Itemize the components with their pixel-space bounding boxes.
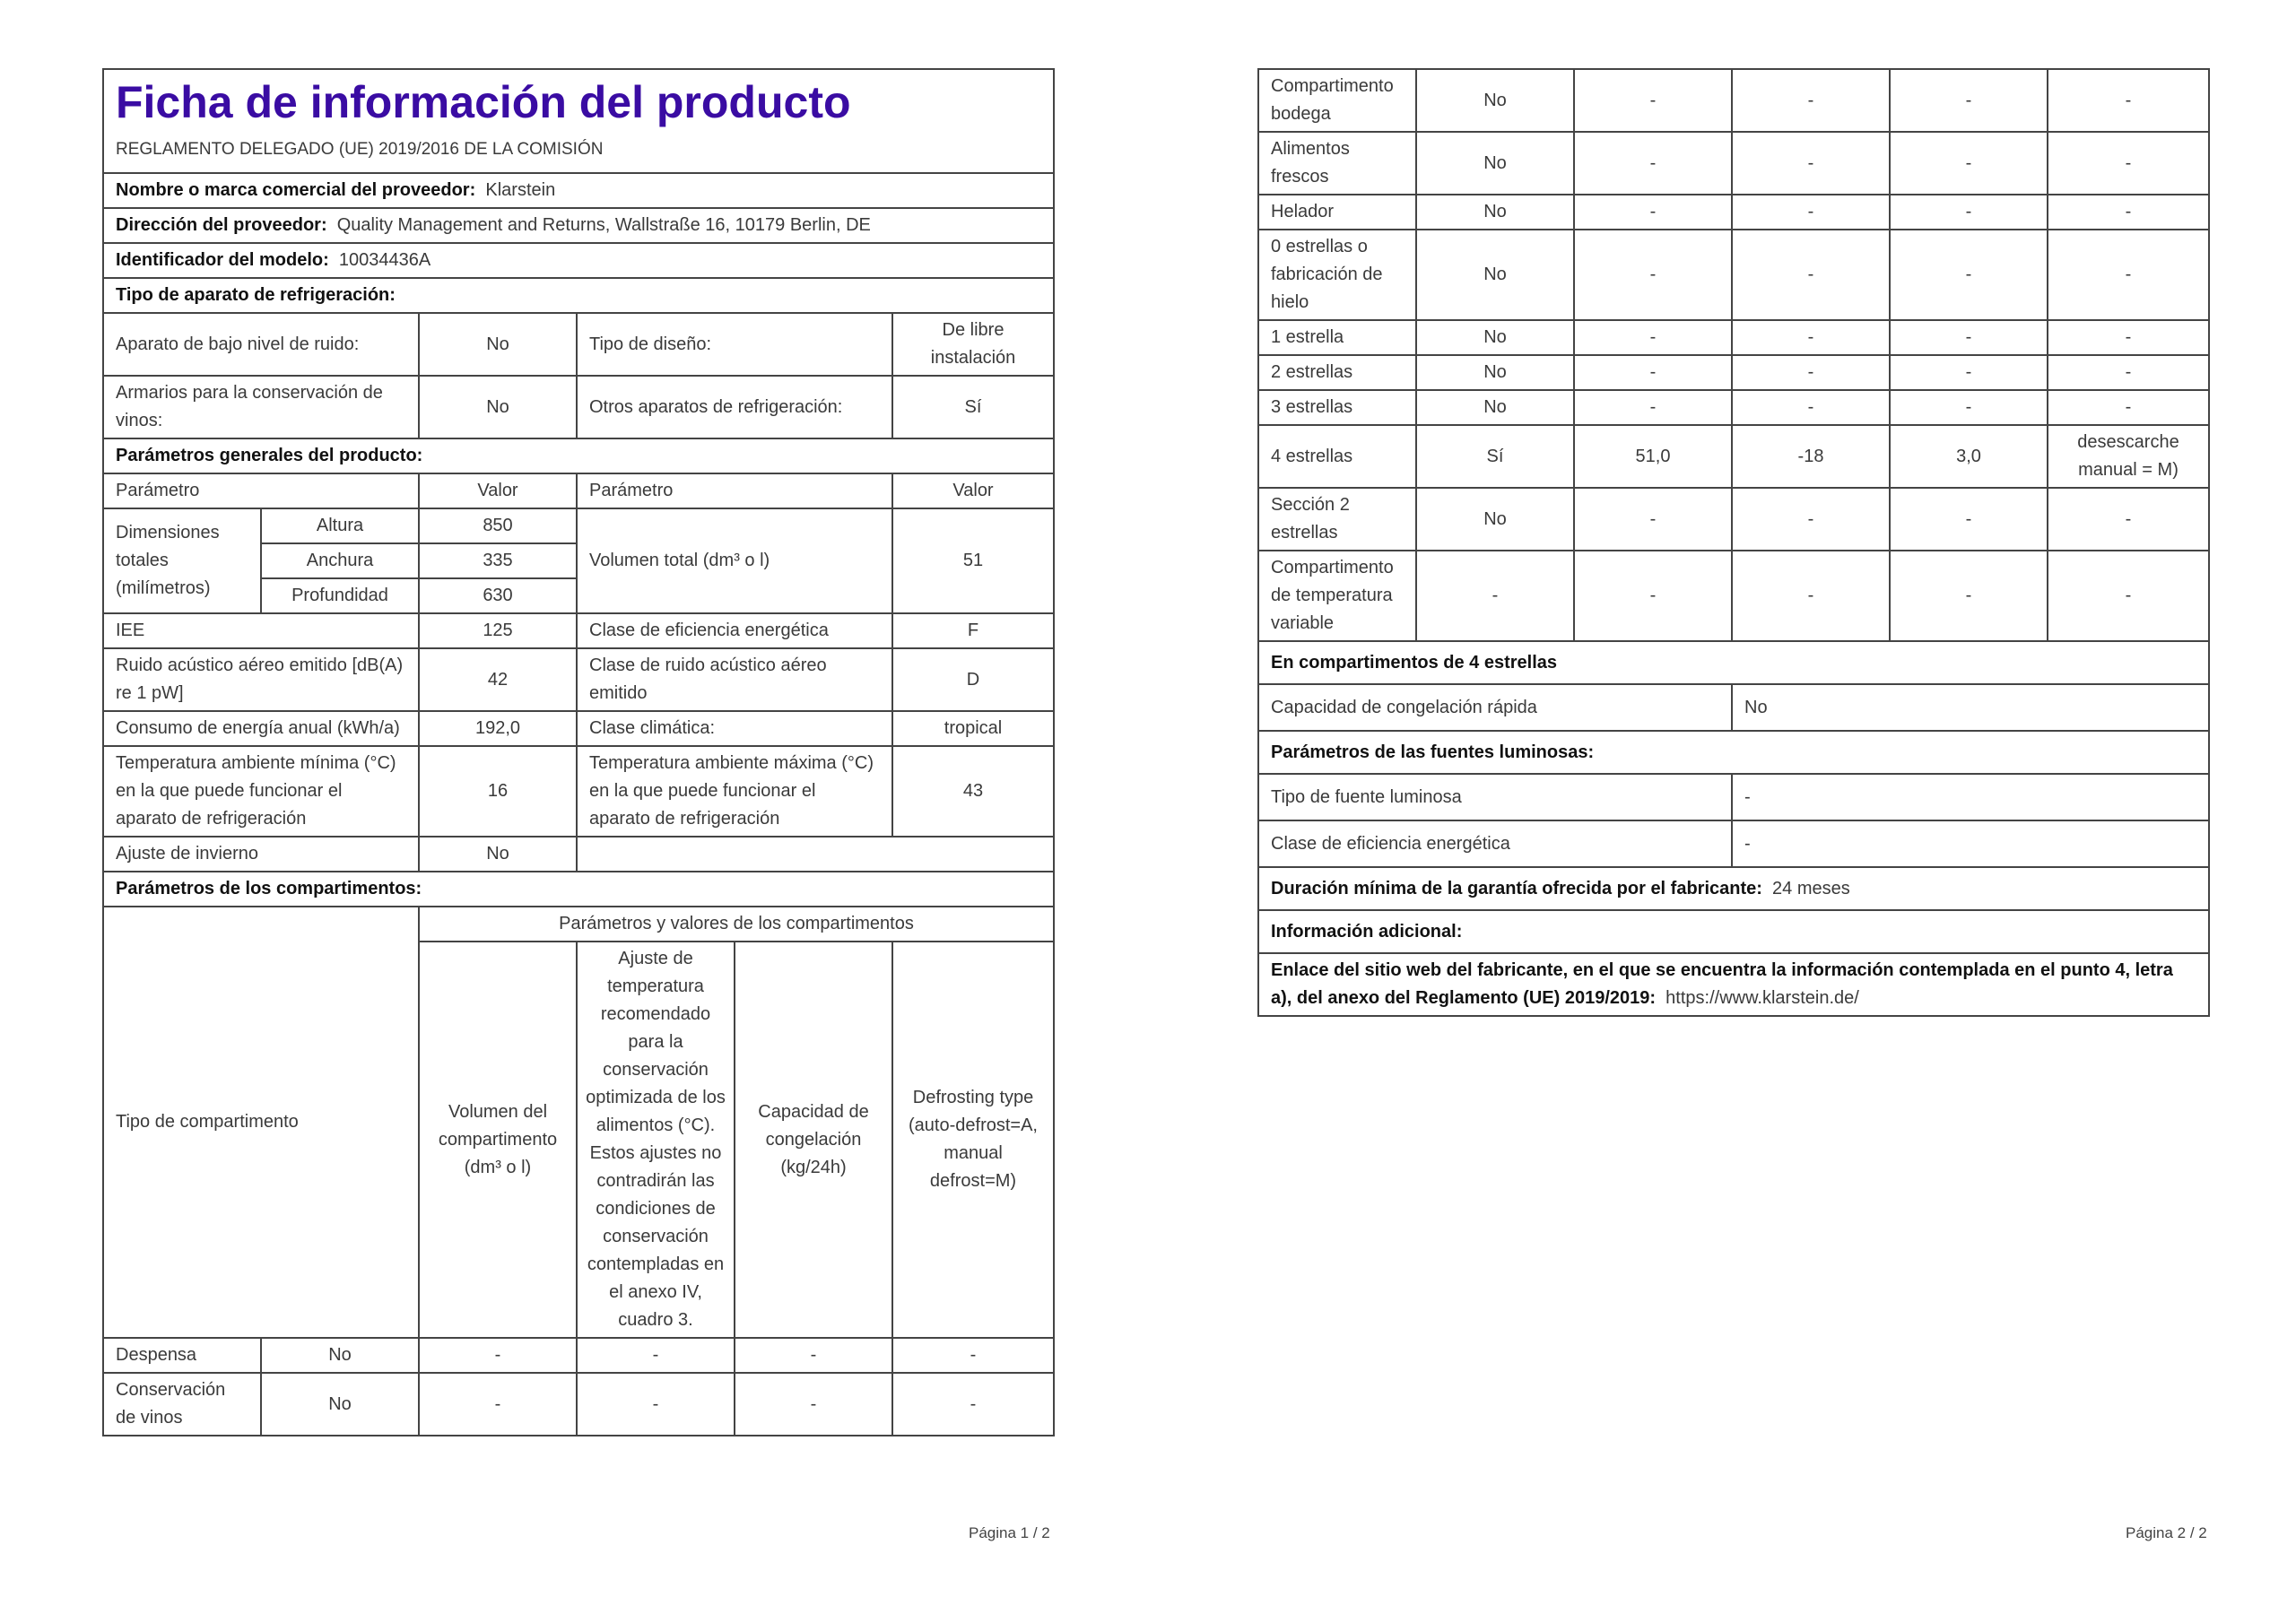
compartment-defrost: - (2048, 195, 2209, 230)
warranty-row (1258, 867, 2209, 910)
compartment-freeze: - (1890, 488, 2048, 551)
compartment-name: Alimentos frescos (1258, 132, 1416, 195)
value-header-left: Valor (419, 473, 577, 508)
table-row (1258, 230, 2209, 320)
empty-cell (577, 837, 1054, 872)
warranty-value: 24 meses (1772, 878, 1850, 898)
model-label: Identificador del modelo: (116, 250, 329, 270)
compartment-present: No (1416, 390, 1574, 425)
compartment-defrost: - (2048, 132, 2209, 195)
model-row (103, 243, 1054, 278)
iee-value: 125 (419, 613, 577, 648)
col-volume-header: Volumen del compartimento (dm³ o l) (419, 942, 577, 1338)
wine-cabinet-value: No (419, 376, 577, 438)
noise-class-value: D (892, 648, 1054, 711)
fast-freeze-label: Capacidad de congelación rápida (1258, 684, 1732, 731)
compartment-freeze: - (1890, 195, 2048, 230)
compartment-freeze: - (735, 1338, 892, 1373)
width-label: Anchura (261, 543, 419, 578)
winter-label: Ajuste de invierno (103, 837, 419, 872)
page-1 (102, 68, 1053, 1436)
header-cell (103, 69, 1054, 173)
supplier-value: Klarstein (485, 180, 556, 200)
noise-class-label: Clase de ruido acústico aéreo emitido (577, 648, 892, 711)
compartment-volume: - (1574, 355, 1732, 390)
table-row (1258, 551, 2209, 641)
compartment-name: Compartimento de temperatura variable (1258, 551, 1416, 641)
design-type-value: De libre instalación (892, 313, 1054, 376)
compartment-volume: - (419, 1338, 577, 1373)
compartment-present: No (1416, 488, 1574, 551)
light-class-value: - (1732, 820, 2209, 867)
four-star-heading: En compartimentos de 4 estrellas (1258, 641, 2209, 684)
website-label: Enlace del sitio web del fabricante, en el que se encuentra la información contemplada en el punto 4, letra a), del anexo del Reglamento (UE) 2019/2019: (1271, 960, 2173, 1008)
compartment-temp: -18 (1732, 425, 1890, 488)
compartment-type-header: Tipo de compartimento (103, 907, 419, 1338)
compartment-present: No (1416, 69, 1574, 132)
compartment-present: No (261, 1373, 419, 1436)
page-1-footer: Página 1 / 2 (969, 1524, 1050, 1541)
model-value: 10034436A (338, 250, 431, 270)
climate-class-label: Clase climática: (577, 711, 892, 746)
noise-label: Ruido acústico aéreo emitido [dB(A) re 1 pW] (103, 648, 419, 711)
compartment-present: - (1416, 551, 1574, 641)
compartment-name: Sección 2 estrellas (1258, 488, 1416, 551)
compartment-freeze: - (1890, 230, 2048, 320)
compartment-temp: - (1732, 320, 1890, 355)
compartment-defrost: - (2048, 488, 2209, 551)
address-row (103, 208, 1054, 243)
width-value: 335 (419, 543, 577, 578)
energy-class-value: F (892, 613, 1054, 648)
page-2 (1257, 68, 2208, 1017)
compartment-defrost: - (2048, 355, 2209, 390)
compartment-freeze: - (1890, 320, 2048, 355)
compartment-name: Compartimento bodega (1258, 69, 1416, 132)
param-header-left: Parámetro (103, 473, 419, 508)
compartment-present: No (1416, 320, 1574, 355)
supplier-label: Nombre o marca comercial del proveedor: (116, 180, 476, 200)
compartment-present: No (261, 1338, 419, 1373)
table-row (1258, 195, 2209, 230)
compartment-present: Sí (1416, 425, 1574, 488)
max-temp-value: 43 (892, 746, 1054, 837)
warranty-label: Duración mínima de la garantía ofrecida por el fabricante: (1271, 878, 1762, 898)
low-noise-label: Aparato de bajo nivel de ruido: (103, 313, 419, 376)
compartment-volume: 51,0 (1574, 425, 1732, 488)
compartments-heading: Parámetros de los compartimentos: (103, 872, 1054, 907)
compartment-temp: - (1732, 551, 1890, 641)
compartment-defrost: - (892, 1338, 1054, 1373)
compartment-defrost: - (2048, 390, 2209, 425)
col-temp-header: Ajuste de temperatura recomendado para la conservación optimizada de los alimentos (°C). Estos ajustes no contradirán las condiciones de conservación contempladas en el anexo IV, cuadro 3. (577, 942, 735, 1338)
compartment-name: Conservación de vinos (103, 1373, 261, 1436)
compartment-temp: - (1732, 488, 1890, 551)
height-value: 850 (419, 508, 577, 543)
design-type-label: Tipo de diseño: (577, 313, 892, 376)
min-temp-value: 16 (419, 746, 577, 837)
website-row (1258, 953, 2209, 1016)
height-label: Altura (261, 508, 419, 543)
fast-freeze-value: No (1732, 684, 2209, 731)
winter-value: No (419, 837, 577, 872)
annual-energy-value: 192,0 (419, 711, 577, 746)
dimensions-label: Dimensiones totales (milímetros) (103, 508, 261, 613)
table-row (1258, 488, 2209, 551)
compartment-name: 0 estrellas o fabricación de hielo (1258, 230, 1416, 320)
depth-label: Profundidad (261, 578, 419, 613)
iee-label: IEE (103, 613, 419, 648)
compartment-volume: - (1574, 195, 1732, 230)
compartment-name: 1 estrella (1258, 320, 1416, 355)
table-row (1258, 355, 2209, 390)
compartment-defrost: - (2048, 69, 2209, 132)
noise-value: 42 (419, 648, 577, 711)
compartment-defrost: - (2048, 230, 2209, 320)
compartment-name: 3 estrellas (1258, 390, 1416, 425)
table-row (1258, 390, 2209, 425)
compartment-volume: - (1574, 132, 1732, 195)
compartment-volume: - (1574, 230, 1732, 320)
wine-cabinet-label: Armarios para la conservación de vinos: (103, 376, 419, 438)
page-title: Ficha de información del producto (116, 77, 851, 127)
compartment-volume: - (419, 1373, 577, 1436)
compartment-freeze: - (1890, 551, 2048, 641)
compartment-volume: - (1574, 551, 1732, 641)
compartment-temp: - (1732, 132, 1890, 195)
compartment-freeze: 3,0 (1890, 425, 2048, 488)
regulation-text: REGLAMENTO DELEGADO (UE) 2019/2016 DE LA COMISIÓN (116, 140, 604, 159)
param-header-right: Parámetro (577, 473, 892, 508)
total-volume-label: Volumen total (dm³ o l) (577, 508, 892, 613)
compartment-present: No (1416, 230, 1574, 320)
value-header-right: Valor (892, 473, 1054, 508)
compartment-present: No (1416, 355, 1574, 390)
min-temp-label: Temperatura ambiente mínima (°C) en la que puede funcionar el aparato de refrigeración (103, 746, 419, 837)
light-class-label: Clase de eficiencia energética (1258, 820, 1732, 867)
page-2-footer: Página 2 / 2 (2126, 1524, 2207, 1541)
compartment-defrost: - (2048, 551, 2209, 641)
compartment-defrost: - (892, 1373, 1054, 1436)
climate-class-value: tropical (892, 711, 1054, 746)
compartment-freeze: - (1890, 69, 2048, 132)
max-temp-label: Temperatura ambiente máxima (°C) en la que puede funcionar el aparato de refrigeración (577, 746, 892, 837)
depth-value: 630 (419, 578, 577, 613)
compartment-params-header: Parámetros y valores de los compartimentos (419, 907, 1054, 942)
table-row (1258, 425, 2209, 488)
energy-class-label: Clase de eficiencia energética (577, 613, 892, 648)
additional-info-heading: Información adicional: (1258, 910, 2209, 953)
light-params-heading: Parámetros de las fuentes luminosas: (1258, 731, 2209, 774)
compartment-name: 4 estrellas (1258, 425, 1416, 488)
compartment-temp: - (1732, 355, 1890, 390)
general-params-heading: Parámetros generales del producto: (103, 438, 1054, 473)
low-noise-value: No (419, 313, 577, 376)
table-row (103, 1338, 1054, 1373)
compartment-freeze: - (1890, 132, 2048, 195)
light-type-label: Tipo de fuente luminosa (1258, 774, 1732, 820)
compartment-volume: - (1574, 390, 1732, 425)
compartments-table (1257, 68, 2210, 1017)
compartment-present: No (1416, 132, 1574, 195)
compartment-name: 2 estrellas (1258, 355, 1416, 390)
light-type-value: - (1732, 774, 2209, 820)
product-info-table (102, 68, 1055, 1436)
compartment-volume: - (1574, 488, 1732, 551)
compartment-temp: - (1732, 230, 1890, 320)
compartment-temp: - (1732, 390, 1890, 425)
compartment-temp: - (577, 1373, 735, 1436)
table-row (103, 1373, 1054, 1436)
col-defrost-header: Defrosting type (auto-defrost=A, manual defrost=M) (892, 942, 1054, 1338)
compartment-freeze: - (1890, 355, 2048, 390)
website-link[interactable]: https://www.klarstein.de/ (1665, 988, 1859, 1008)
compartment-name: Despensa (103, 1338, 261, 1373)
appliance-type-heading: Tipo de aparato de refrigeración: (103, 278, 1054, 313)
compartment-volume: - (1574, 69, 1732, 132)
col-freeze-header: Capacidad de congelación (kg/24h) (735, 942, 892, 1338)
address-label: Dirección del proveedor: (116, 215, 327, 235)
compartment-defrost: desescarche manual = M) (2048, 425, 2209, 488)
supplier-row (103, 173, 1054, 208)
other-appliances-value: Sí (892, 376, 1054, 438)
compartment-temp: - (577, 1338, 735, 1373)
compartment-defrost: - (2048, 320, 2209, 355)
other-appliances-label: Otros aparatos de refrigeración: (577, 376, 892, 438)
compartment-volume: - (1574, 320, 1732, 355)
table-row (1258, 69, 2209, 132)
compartment-temp: - (1732, 69, 1890, 132)
address-value: Quality Management and Returns, Wallstraße 16, 10179 Berlin, DE (336, 215, 871, 235)
annual-energy-label: Consumo de energía anual (kWh/a) (103, 711, 419, 746)
compartment-temp: - (1732, 195, 1890, 230)
compartment-present: No (1416, 195, 1574, 230)
compartment-name: Helador (1258, 195, 1416, 230)
compartment-freeze: - (1890, 390, 2048, 425)
table-row (1258, 320, 2209, 355)
total-volume-value: 51 (892, 508, 1054, 613)
compartment-freeze: - (735, 1373, 892, 1436)
table-row (1258, 132, 2209, 195)
